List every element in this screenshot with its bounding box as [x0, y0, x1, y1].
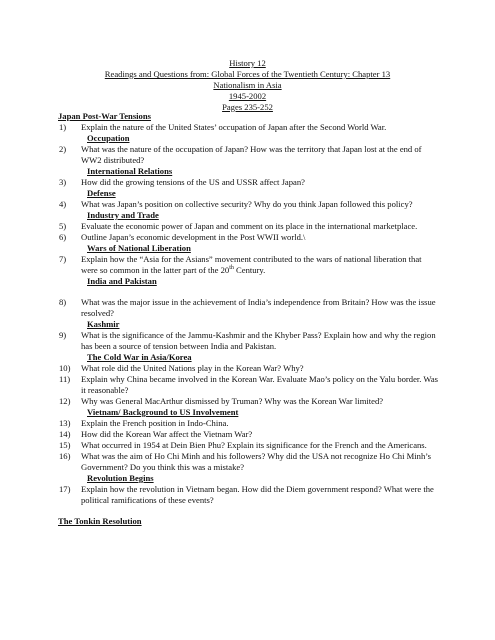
- section-heading-wars-liberation: Wars of National Liberation: [87, 243, 191, 253]
- question-text: [81, 254, 422, 275]
- readings-title: Readings and Questions from: Global Forces of the Twentieth Century: Chapter 13: [104, 68, 391, 79]
- question-number: 17): [59, 484, 71, 494]
- question-item: [59, 330, 439, 352]
- question-text: How did the growing tensions of the US and USSR affect Japan?: [81, 177, 305, 187]
- document-header: [0, 58, 495, 113]
- section-heading-india-pakistan: India and Pakistan: [87, 276, 157, 286]
- question-text: What was the major issue in the achievement of India’s independence from Britain? How was the issue resolved?: [81, 297, 436, 318]
- question-text: Outline Japan’s economic development in the Post WWII world.\: [81, 232, 306, 242]
- question-item: [59, 374, 439, 396]
- question-text-part: Century.: [233, 265, 266, 275]
- question-item: [59, 254, 439, 276]
- question-text: What was the nature of the occupation of Japan? How was the territory that Japan lost at the end of WW2 distributed?: [81, 144, 422, 165]
- question-text: What was Japan’s position on collective security? Why do you think Japan followed this policy?: [81, 199, 413, 209]
- question-number: 10): [59, 363, 71, 373]
- spacer: [59, 506, 439, 516]
- question-item: [59, 363, 439, 374]
- date-range: 1945-2002: [228, 90, 267, 101]
- question-text-part: Explain how the “Asia for the Asians” movement contributed to the wars of national liberation that were so common in the latter part of the 20: [81, 254, 422, 275]
- section-heading-vietnam: Vietnam/ Background to US Involvement: [87, 407, 239, 417]
- section-heading-international-relations: International Relations: [87, 166, 173, 176]
- question-number: 16): [59, 451, 71, 461]
- chapter-topic: Nationalism in Asia: [213, 79, 282, 90]
- question-item: [59, 177, 439, 188]
- question-number: 8): [59, 297, 67, 307]
- question-text: Explain the French position in Indo-China.: [81, 418, 229, 428]
- question-text: Explain why China became involved in the Korean War. Evaluate Mao’s policy on the Yalu border. Was it reasonable?: [81, 374, 439, 395]
- question-text: Explain how the revolution in Vietnam began. How did the Diem government respond? What were the political ramifications of these events?: [81, 484, 434, 505]
- question-item: [59, 122, 439, 133]
- page-range: Pages 235-252: [222, 101, 273, 112]
- question-number: 9): [59, 330, 67, 340]
- question-item: [59, 484, 439, 506]
- superscript-th: th: [229, 265, 234, 272]
- section-heading-industry-trade: Industry and Trade: [87, 210, 159, 220]
- course-title: History 12: [229, 58, 266, 68]
- question-number: 6): [59, 232, 67, 242]
- section-heading-kashmir: Kashmir: [87, 319, 120, 329]
- question-item: [59, 221, 439, 232]
- question-item: [59, 429, 439, 440]
- question-list: [59, 111, 439, 527]
- question-number: 13): [59, 418, 71, 428]
- question-number: 11): [59, 374, 71, 384]
- question-number: 7): [59, 254, 67, 264]
- question-item: [59, 418, 439, 429]
- question-number: 5): [59, 221, 67, 231]
- section-heading-defense: Defense: [87, 188, 116, 198]
- question-text: What role did the United Nations play in the Korean War? Why?: [81, 363, 304, 373]
- question-item: [59, 440, 439, 451]
- question-text: Explain the nature of the United States’ occupation of Japan after the Second World War.: [81, 122, 387, 132]
- question-text: Why was General MacArthur dismissed by Truman? Why was the Korean War limited?: [81, 396, 384, 406]
- question-number: 15): [59, 440, 71, 450]
- question-text: What is the significance of the Jammu-Kashmir and the Khyber Pass? Explain how and why the region has been a source of tension between India and Pakistan.: [81, 330, 436, 351]
- section-heading-cold-war-korea: The Cold War in Asia/Korea: [87, 352, 192, 362]
- question-text: What occurred in 1954 at Dein Bien Phu? Explain its significance for the French and the Americans.: [81, 440, 427, 450]
- spacer: [59, 287, 439, 297]
- question-number: 2): [59, 144, 67, 154]
- question-number: 3): [59, 177, 67, 187]
- section-heading-occupation: Occupation: [87, 133, 130, 143]
- question-text: What was the aim of Ho Chi Minh and his followers? Why did the USA not recognize Ho Chi Minh’s Government? Do you think this was a mistake?: [81, 451, 431, 472]
- question-text: Evaluate the economic power of Japan and comment on its place in the international marketplace.: [81, 221, 418, 231]
- question-item: [59, 396, 439, 407]
- question-text: How did the Korean War affect the Vietnam War?: [81, 429, 253, 439]
- section-heading-japan: Japan Post-War Tensions: [58, 111, 151, 121]
- question-number: 12): [59, 396, 71, 406]
- question-item: [59, 199, 439, 210]
- section-heading-tonkin: The Tonkin Resolution: [58, 516, 142, 526]
- question-item: [59, 451, 439, 473]
- question-item: [59, 144, 439, 166]
- question-number: 1): [59, 122, 67, 132]
- question-item: [59, 297, 439, 319]
- section-heading-revolution: Revolution Begins: [87, 473, 154, 483]
- question-item: [59, 232, 439, 243]
- question-number: 4): [59, 199, 67, 209]
- question-number: 14): [59, 429, 71, 439]
